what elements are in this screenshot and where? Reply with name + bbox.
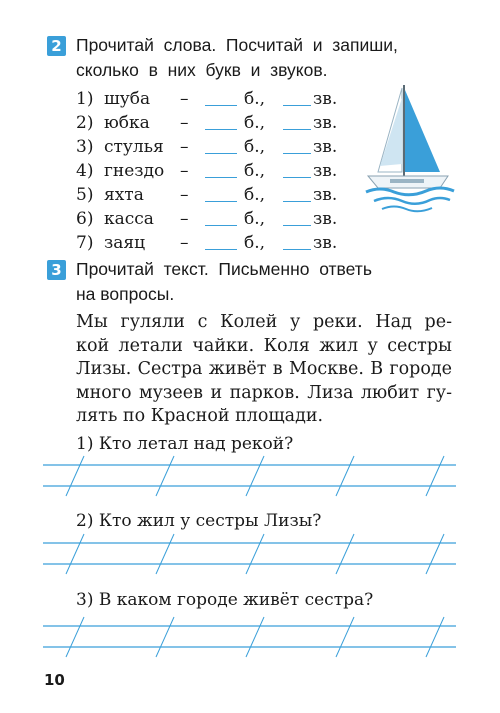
row-dash: – bbox=[180, 161, 189, 181]
row-dash: – bbox=[180, 209, 189, 229]
row-dash: – bbox=[180, 89, 189, 109]
slant-guide-line bbox=[426, 534, 444, 574]
row-number: 2) bbox=[76, 113, 94, 133]
row-word: стулья bbox=[104, 137, 164, 157]
row-number: 4) bbox=[76, 161, 94, 181]
row-word: касса bbox=[104, 209, 154, 229]
sounds-abbr: зв. bbox=[313, 185, 338, 205]
slant-guide-line bbox=[336, 617, 354, 657]
text-line: лять по Красной площади. bbox=[76, 406, 324, 426]
letters-abbr: б., bbox=[244, 113, 266, 133]
sounds-abbr: зв. bbox=[313, 209, 338, 229]
page-number: 10 bbox=[44, 671, 65, 689]
task-2-instruction-line-1: Прочитай слова. Посчитай и запиши, bbox=[76, 35, 398, 55]
row-word: заяц bbox=[104, 233, 146, 253]
row-word: юбка bbox=[104, 113, 150, 133]
slant-guide-line bbox=[66, 617, 84, 657]
letters-abbr: б., bbox=[244, 137, 266, 157]
row-number: 7) bbox=[76, 233, 94, 253]
slant-guide-line bbox=[156, 534, 174, 574]
row-number: 5) bbox=[76, 185, 94, 205]
question-3: 3) В каком городе живёт сестра? bbox=[76, 590, 374, 610]
text-line: Мы гуляли с Колей у реки. Над ре- bbox=[76, 312, 452, 332]
slant-guide-line bbox=[246, 456, 264, 496]
row-word: шуба bbox=[104, 89, 151, 109]
letters-abbr: б., bbox=[244, 209, 266, 229]
row-dash: – bbox=[180, 113, 189, 133]
sounds-abbr: зв. bbox=[313, 137, 338, 157]
task-number-3: 3 bbox=[47, 260, 66, 280]
slant-guide-line bbox=[156, 456, 174, 496]
row-dash: – bbox=[180, 233, 189, 253]
text-line: много музеев и парков. Лиза любит гу- bbox=[76, 382, 452, 403]
slant-guide-line bbox=[336, 534, 354, 574]
slant-guide-line bbox=[426, 617, 444, 657]
sounds-abbr: зв. bbox=[313, 233, 338, 253]
row-dash: – bbox=[180, 185, 189, 205]
sounds-abbr: зв. bbox=[313, 113, 338, 133]
text-line: Лизы. Сестра живёт в Москве. В городе bbox=[76, 359, 452, 379]
task-3-instruction-line-1: Прочитай текст. Письменно ответь bbox=[76, 259, 372, 279]
slant-guide-line bbox=[66, 456, 84, 496]
slant-guide-line bbox=[246, 534, 264, 574]
task-number-2: 2 bbox=[47, 36, 66, 56]
letters-abbr: б., bbox=[244, 89, 266, 109]
slant-guide-line bbox=[66, 534, 84, 574]
sounds-abbr: зв. bbox=[313, 161, 338, 181]
letters-abbr: б., bbox=[244, 185, 266, 205]
slant-guide-line bbox=[246, 617, 264, 657]
row-word: гнездо bbox=[104, 161, 165, 181]
task-3-instruction-line-2: на вопросы. bbox=[76, 284, 175, 304]
row-word: яхта bbox=[104, 185, 144, 205]
slant-guide-line bbox=[426, 456, 444, 496]
letters-abbr: б., bbox=[244, 161, 266, 181]
row-number: 6) bbox=[76, 209, 94, 229]
row-number: 1) bbox=[76, 89, 94, 109]
question-1: 1) Кто летал над рекой? bbox=[76, 434, 294, 454]
row-dash: – bbox=[180, 137, 189, 157]
question-2: 2) Кто жил у сестры Лизы? bbox=[76, 511, 322, 531]
slant-guide-line bbox=[336, 456, 354, 496]
sounds-abbr: зв. bbox=[313, 89, 338, 109]
text-line: кой летали чайки. Коля жил у сестры bbox=[76, 335, 452, 356]
slant-guide-line bbox=[156, 617, 174, 657]
row-number: 3) bbox=[76, 137, 94, 157]
task-2-instruction-line-2: сколько в них букв и звуков. bbox=[76, 60, 328, 80]
letters-abbr: б., bbox=[244, 233, 266, 253]
